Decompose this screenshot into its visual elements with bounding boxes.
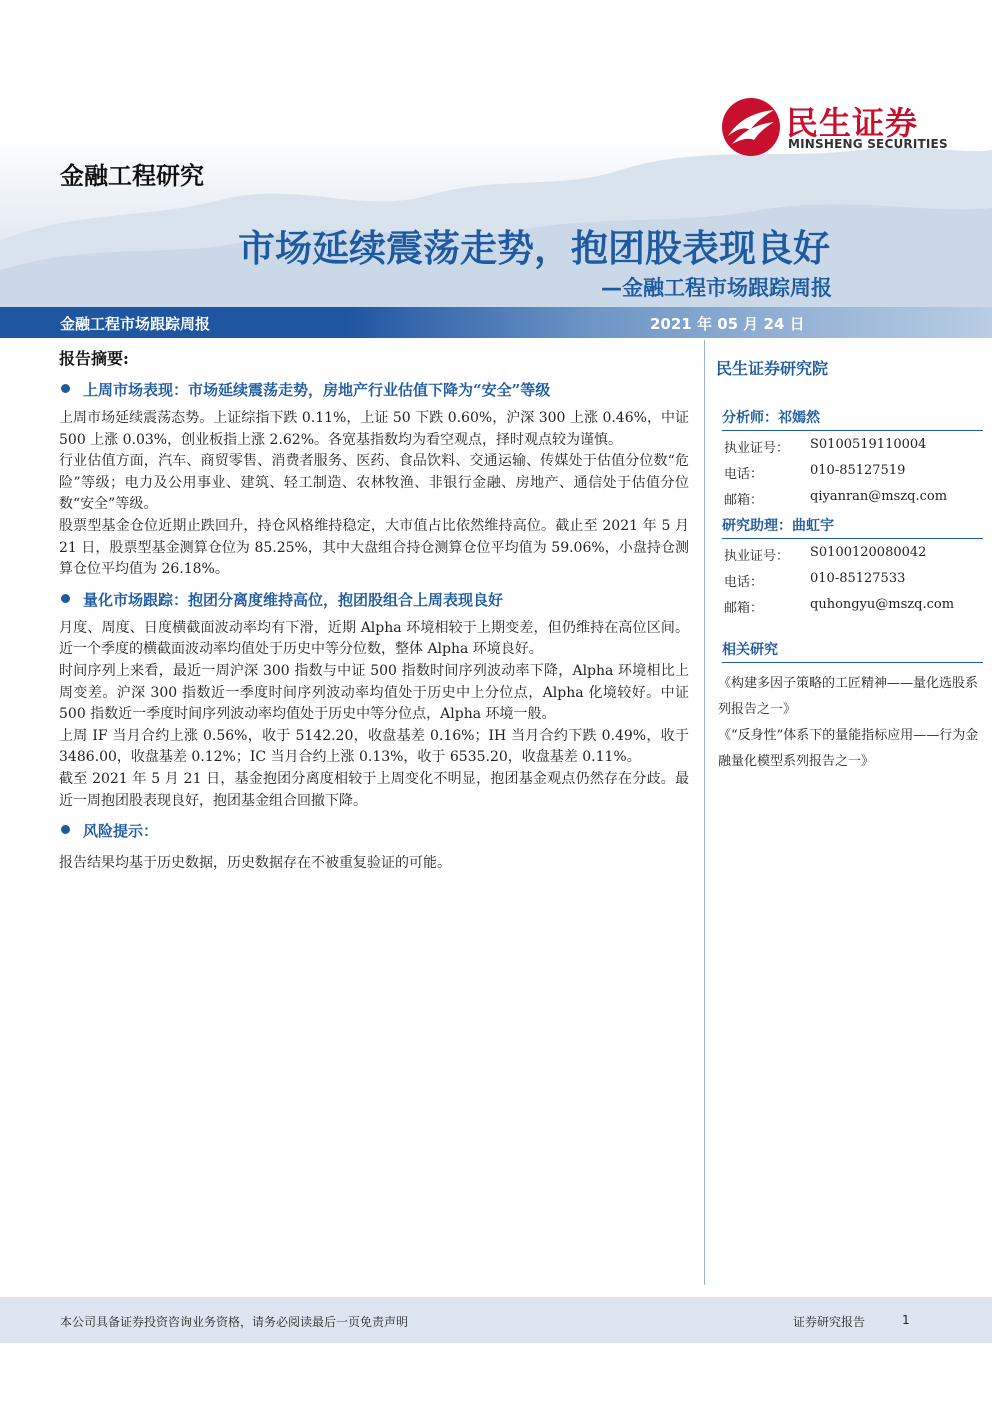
paragraph: 月度、周度、日度横截面波动率均有下滑，近期 Alpha 环境相较于上期变差，但仍维持在高位区间。近一个季度的横截面波动率均值处于历史中等分位数，整体 Alpha 环境良好。	[59, 619, 689, 658]
report-band	[0, 307, 992, 338]
analyst-license-row: 执业证号： S0100519110004	[724, 437, 927, 456]
column-divider	[704, 340, 705, 1285]
report-title: 市场延续震荡走势，抱团股表现良好	[238, 227, 830, 270]
report-date: 2021 年 05 月 24 日	[650, 315, 805, 333]
company-logo	[720, 96, 950, 158]
series-name: 金融工程市场跟踪周报	[60, 315, 211, 333]
related-research-item[interactable]: 《“反身性”体系下的量能指标应用——行为金融量化模型系列报告之一》	[718, 728, 979, 769]
analyst-email-row[interactable]: 邮箱： qiyanran@mszq.com	[724, 489, 948, 508]
paragraph: 上周 IF 当月合约上涨 0.56%，收于 5142.20，收盘基差 0.16%；IH 当月合约下跌 0.49%，收于 3486.00，收盘基差 0.12%；IC 当月合约上涨 0.13%，收于 6535.20，收盘基差 0.11%。	[59, 727, 689, 766]
minsheng-logo-icon	[720, 96, 782, 158]
assistant-heading: 研究助理：曲虹宇	[722, 515, 983, 539]
bullet-icon	[61, 825, 70, 834]
assistant-license-row: 执业证号： S0100120080042	[724, 545, 927, 564]
page-footer	[0, 1297, 992, 1343]
report-category: 金融工程研究	[60, 162, 204, 190]
paragraph: 行业估值方面，汽车、商贸零售、消费者服务、医药、食品饮料、交通运输、传媒处于估值分位数“危险”等级；电力及公用事业、建筑、轻工制造、农林牧渔、非银行金融、房地产、通信处于估值分位数“安全”等级。	[59, 453, 689, 513]
summary-column	[59, 346, 689, 875]
institute-name: 民生证券研究院	[716, 359, 829, 378]
disclaimer-text: 本公司具备证券投资咨询业务资格，请务必阅读最后一页免责声明	[60, 1315, 409, 1329]
analyst-heading: 分析师：祁嫣然	[722, 407, 983, 431]
related-research-item[interactable]: 《构建多因子策略的工匠精神——量化选股系列报告之一》	[718, 676, 979, 717]
paragraph: 报告结果均基于历史数据，历史数据存在不被重复验证的可能。	[59, 855, 451, 872]
paragraph: 时间序列上来看，最近一周沪深 300 指数与中证 500 指数时间序列波动率下降，Alpha 环境相比上周变差。沪深 300 指数近一季度时间序列波动率均值处于历史中上分位点，Alpha 化境较好。中证 500 指数近一季度时间序列波动率均值处于历史中等分位点，Alpha 环境一般。	[59, 662, 689, 723]
section-heading: 风险提示：	[59, 820, 689, 841]
logo-chinese-name: 民生证券	[786, 104, 919, 142]
bullet-icon	[61, 594, 70, 603]
summary-label: 报告摘要:	[59, 349, 129, 368]
analyst-phone-row: 电话： 010-85127519	[724, 463, 906, 482]
section-heading: 上周市场表现：市场延续震荡走势，房地产行业估值下降为“安全”等级	[59, 379, 689, 400]
bullet-icon	[61, 384, 70, 393]
assistant-phone-row: 电话： 010-85127533	[724, 571, 906, 590]
related-research-heading: 相关研究	[722, 639, 983, 663]
logo-english-name: MINSHENG SECURITIES	[788, 137, 948, 151]
paragraph: 截至 2021 年 5 月 21 日，基金抱团分离度相较于上周变化不明显，抱团基金观点仍然存在分歧。最近一周抱团股表现良好，抱团基金组合回撤下降。	[59, 770, 689, 809]
assistant-email-row[interactable]: 邮箱： quhongyu@mszq.com	[724, 597, 955, 616]
report-subtitle: —金融工程市场跟踪周报	[601, 276, 832, 300]
report-type: 证券研究报告	[793, 1315, 866, 1329]
section-heading: 量化市场跟踪：抱团分离度维持高位，抱团股组合上周表现良好	[59, 589, 689, 610]
paragraph: 上周市场延续震荡态势。上证综指下跌 0.11%，上证 50 下跌 0.60%，沪深 300 上涨 0.46%，中证 500 上涨 0.03%，创业板指上涨 2.62%。各宽基指数均为看空观点，择时观点较为谨慎。	[59, 410, 689, 448]
sidebar	[716, 356, 984, 775]
paragraph: 股票型基金仓位近期止跌回升，持仓风格维持稳定，大市值占比依然维持高位。截止至 2021 年 5 月 21 日，股票型基金测算仓位为 85.25%，其中大盘组合持仓测算仓位平均值为 59.06%，小盘持仓测算仓位平均值为 26.18%。	[59, 517, 689, 578]
page-number: 1	[902, 1313, 910, 1327]
related-research-list	[718, 671, 986, 775]
